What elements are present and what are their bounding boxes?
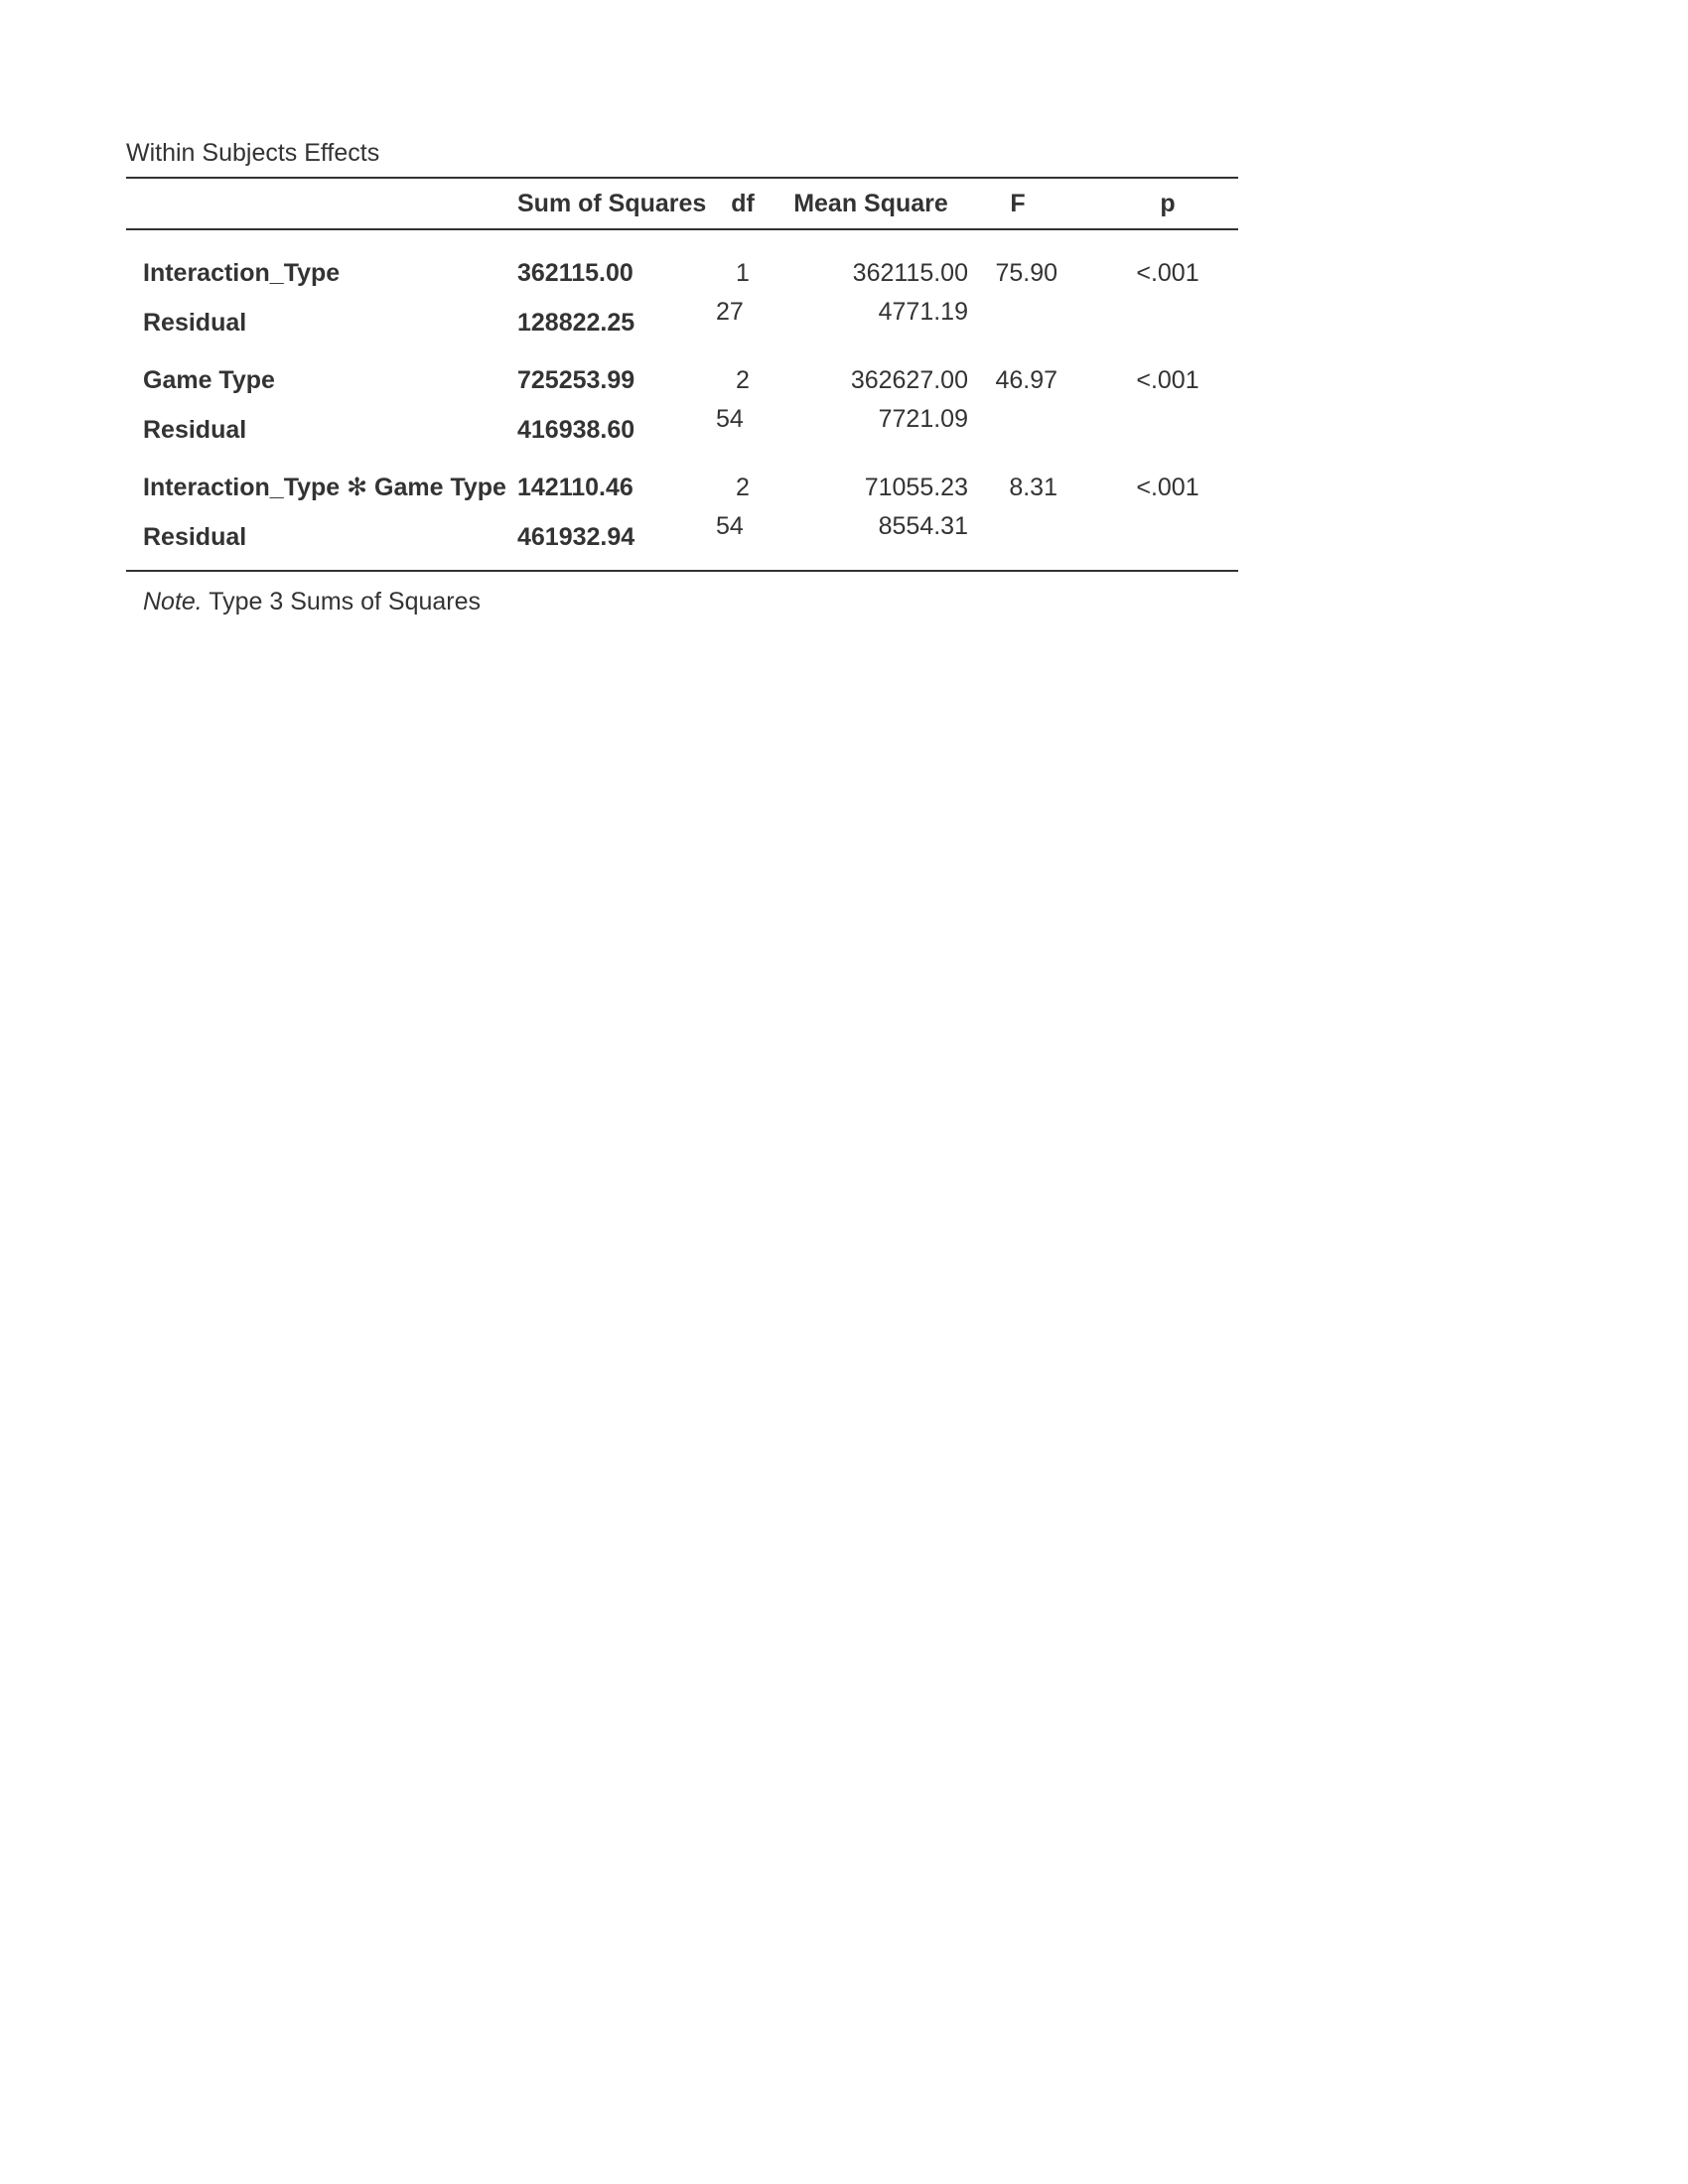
table-row bbox=[126, 347, 1238, 405]
header-df: df bbox=[731, 189, 755, 217]
row-df: 54 bbox=[716, 512, 744, 540]
row-f: 8.31 bbox=[1009, 473, 1057, 501]
row-p: <.001 bbox=[1136, 365, 1199, 394]
row-f: 75.90 bbox=[995, 258, 1057, 287]
row-sum-of-squares: 416938.60 bbox=[517, 415, 635, 444]
row-f bbox=[968, 512, 1067, 571]
row-sum-of-squares: 725253.99 bbox=[517, 365, 635, 394]
row-mean-square: 71055.23 bbox=[864, 473, 968, 501]
row-df: 2 bbox=[736, 473, 750, 501]
table-header-row bbox=[126, 178, 1238, 229]
anova-table bbox=[126, 177, 1238, 572]
row-sum-of-squares: 461932.94 bbox=[517, 522, 635, 551]
row-df: 1 bbox=[736, 258, 750, 287]
table-note bbox=[126, 584, 1238, 619]
table-row bbox=[126, 298, 1238, 347]
row-df: 2 bbox=[736, 365, 750, 394]
header-f: F bbox=[1010, 189, 1026, 217]
note-text: Type 3 Sums of Squares bbox=[209, 588, 482, 615]
row-term: Residual bbox=[143, 415, 247, 444]
row-p: <.001 bbox=[1136, 258, 1199, 287]
header-p: p bbox=[1160, 189, 1176, 217]
table-row bbox=[126, 229, 1238, 298]
row-term: Interaction_Type ✻ Game Type bbox=[143, 474, 506, 501]
header-mean-square: Mean Square bbox=[793, 189, 948, 217]
header-sum-of-squares: Sum of Squares bbox=[517, 189, 707, 217]
table-row bbox=[126, 405, 1238, 455]
row-p bbox=[1067, 405, 1238, 455]
row-mean-square: 7721.09 bbox=[878, 405, 968, 433]
row-term: Residual bbox=[143, 308, 247, 337]
row-f: 46.97 bbox=[995, 365, 1057, 394]
within-subjects-effects-section bbox=[126, 135, 1238, 619]
row-mean-square: 362115.00 bbox=[852, 258, 968, 287]
row-df: 54 bbox=[716, 405, 744, 433]
row-p: <.001 bbox=[1136, 473, 1199, 501]
row-sum-of-squares: 362115.00 bbox=[517, 258, 633, 287]
row-mean-square: 4771.19 bbox=[878, 298, 968, 326]
row-f bbox=[968, 405, 1067, 455]
header-term bbox=[126, 178, 517, 229]
row-df: 27 bbox=[716, 298, 744, 326]
row-p bbox=[1067, 512, 1238, 571]
row-sum-of-squares: 142110.46 bbox=[517, 473, 633, 501]
row-term: Interaction_Type bbox=[143, 258, 341, 287]
row-sum-of-squares: 128822.25 bbox=[517, 308, 635, 337]
table-row bbox=[126, 512, 1238, 571]
table-title: Within Subjects Effects bbox=[126, 139, 380, 167]
row-term: Residual bbox=[143, 522, 247, 551]
row-p bbox=[1067, 298, 1238, 347]
row-f bbox=[968, 298, 1067, 347]
table-row bbox=[126, 455, 1238, 512]
note-label: Note. bbox=[143, 588, 203, 615]
row-term: Game Type bbox=[143, 365, 275, 394]
row-mean-square: 8554.31 bbox=[878, 512, 968, 540]
row-mean-square: 362627.00 bbox=[850, 365, 968, 394]
